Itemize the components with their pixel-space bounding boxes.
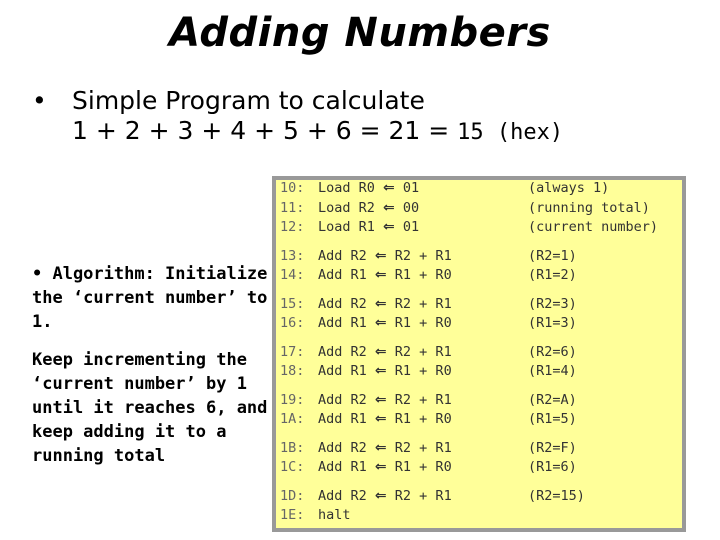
row-comment: (R1=4): [528, 363, 577, 379]
row-address: 15:: [280, 296, 305, 312]
hex-result: 15 (hex): [457, 120, 564, 145]
row-instruction: [318, 200, 419, 216]
row-instruction: [318, 180, 419, 196]
row-operands: 01: [402, 180, 420, 196]
row-opcode: Add R2: [318, 440, 367, 456]
bullet-dot: •: [32, 86, 47, 115]
program-listing: [272, 176, 686, 532]
row-comment: (current number): [528, 219, 659, 235]
row-operands: R2 + R1: [394, 488, 452, 504]
row-operands: 00: [402, 200, 420, 216]
row-comment: (R2=3): [528, 296, 577, 312]
row-address: 19:: [280, 392, 305, 408]
row-address: 11:: [280, 200, 305, 216]
row-operands: R1 + R0: [394, 363, 452, 379]
row-opcode: Load R2: [318, 200, 375, 216]
row-address: 1D:: [280, 488, 305, 504]
left-arrow-icon: ⇐: [374, 392, 387, 408]
row-comment: (always 1): [528, 180, 610, 196]
row-comment: (running total): [528, 200, 650, 216]
row-instruction: [318, 344, 452, 360]
row-operands: R2 + R1: [394, 296, 452, 312]
row-address: 18:: [280, 363, 305, 379]
row-instruction: [318, 392, 452, 408]
row-opcode: Add R1: [318, 315, 367, 331]
row-opcode: Add R2: [318, 296, 367, 312]
row-address: 12:: [280, 219, 305, 235]
row-comment: (R2=1): [528, 248, 577, 264]
row-operands: R2 + R1: [394, 440, 452, 456]
row-operands: R1 + R0: [394, 267, 452, 283]
row-address: 16:: [280, 315, 305, 331]
row-instruction: [318, 488, 452, 504]
row-opcode: Add R2: [318, 488, 367, 504]
left-arrow-icon: ⇐: [383, 200, 395, 216]
row-instruction: [318, 267, 452, 283]
row-operands: R2 + R1: [394, 392, 452, 408]
bullet-text-line1: Simple Program to calculate: [72, 86, 425, 115]
row-operands: R1 + R0: [394, 459, 452, 475]
row-instruction: [318, 507, 351, 523]
row-instruction: [318, 411, 452, 427]
left-arrow-icon: ⇐: [374, 459, 387, 475]
row-comment: (R2=A): [528, 392, 577, 408]
row-operands: R2 + R1: [394, 344, 452, 360]
row-opcode: halt: [318, 507, 351, 523]
row-operands: R2 + R1: [394, 248, 452, 264]
row-opcode: Add R1: [318, 267, 367, 283]
left-arrow-icon: ⇐: [374, 440, 387, 456]
left-arrow-icon: ⇐: [374, 411, 387, 427]
row-opcode: Add R2: [318, 392, 367, 408]
row-comment: (R1=6): [528, 459, 577, 475]
left-arrow-icon: ⇐: [374, 488, 387, 504]
left-arrow-icon: ⇐: [374, 344, 387, 360]
row-address: 1B:: [280, 440, 305, 456]
left-arrow-icon: ⇐: [374, 296, 387, 312]
row-address: 1A:: [280, 411, 305, 427]
row-instruction: [318, 219, 419, 235]
row-address: 1E:: [280, 507, 305, 523]
row-comment: (R2=15): [528, 488, 585, 504]
row-comment: (R1=5): [528, 411, 577, 427]
row-opcode: Add R1: [318, 363, 367, 379]
row-comment: (R1=2): [528, 267, 577, 283]
algorithm-description: [32, 262, 277, 482]
slide-title: Adding Numbers: [169, 10, 551, 56]
row-opcode: Add R2: [318, 344, 367, 360]
row-instruction: [318, 296, 452, 312]
row-opcode: Load R1: [318, 219, 375, 235]
row-comment: (R1=3): [528, 315, 577, 331]
equation-text: 1 + 2 + 3 + 4 + 5 + 6 = 21 =: [72, 116, 458, 145]
row-address: 10:: [280, 180, 305, 196]
row-opcode: Add R1: [318, 459, 367, 475]
row-opcode: Add R2: [318, 248, 367, 264]
row-opcode: Load R0: [318, 180, 375, 196]
bullet-text-line2: [72, 116, 563, 145]
algorithm-para-1: • Algorithm: Initialize the ‘current number’ to 1.: [32, 264, 268, 332]
row-instruction: [318, 459, 452, 475]
row-opcode: Add R1: [318, 411, 367, 427]
row-instruction: [318, 440, 452, 456]
row-comment: (R2=6): [528, 344, 577, 360]
row-operands: R1 + R0: [394, 411, 452, 427]
left-arrow-icon: ⇐: [383, 180, 395, 196]
left-arrow-icon: ⇐: [383, 219, 395, 235]
row-address: 1C:: [280, 459, 305, 475]
algorithm-para-2: Keep incrementing the ‘current number’ by 1 until it reaches 6, and keep adding it to a running total: [32, 350, 268, 466]
row-address: 13:: [280, 248, 305, 264]
row-instruction: [318, 363, 452, 379]
row-instruction: [318, 315, 452, 331]
row-comment: (R2=F): [528, 440, 577, 456]
row-operands: R1 + R0: [394, 315, 452, 331]
left-arrow-icon: ⇐: [374, 363, 387, 379]
row-address: 14:: [280, 267, 305, 283]
row-operands: 01: [402, 219, 420, 235]
left-arrow-icon: ⇐: [374, 248, 387, 264]
left-arrow-icon: ⇐: [374, 315, 387, 331]
row-address: 17:: [280, 344, 305, 360]
left-arrow-icon: ⇐: [374, 267, 387, 283]
row-instruction: [318, 248, 452, 264]
